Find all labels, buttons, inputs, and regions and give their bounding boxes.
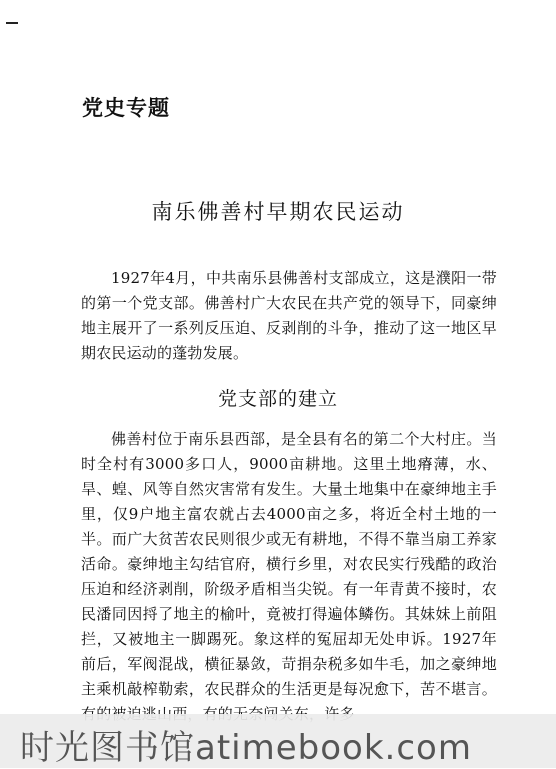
article-title: 南乐佛善村早期农民运动	[151, 200, 405, 224]
body-paragraph	[81, 427, 497, 727]
watermark-banner	[0, 714, 556, 768]
watermark-text: 时光图书馆atimebook.com	[20, 728, 472, 768]
intro-paragraph	[81, 266, 497, 366]
intro-paragraph-text: 1927年4月，中共南乐县佛善村支部成立，这是濮阳一带的第一个党支部。佛善村广大农民在共产党的领导下，同豪绅地主展开了一系列反压迫、反剥削的斗争，推动了这一地区早期农民运动的蓬勃发展。	[81, 269, 497, 362]
scan-mark	[6, 22, 18, 24]
subheading: 党支部的建立	[217, 388, 338, 410]
section-label: 党史专题	[82, 96, 170, 120]
body-paragraph-text: 佛善村位于南乐县西部，是全县有名的第二个大村庄。当时全村有3000多口人，9000亩耕地。这里土地瘠薄，水、旱、蝗、风等自然灾害常有发生。大量土地集中在豪绅地主手里，仅9户地主富农就占去4000亩之多，将近全村土地的一半。而广大贫苦农民则很少或无有耕地，不得不靠当扇工养家活命。豪绅地主勾结官府，横行乡里，对农民实行残酷的政治压迫和经济剥削，阶级矛盾相当尖锐。有一年青黄不接时，农民潘同因捋了地主的榆叶，竟被打得遍体鳞伤。其妹妹上前阻拦，又被地主一脚踢死。象这样的冤屈却无处申诉。1927年前后，军阀混战，横征暴敛，苛捐杂税多如牛毛，加之豪绅地主乘机敲榨勒索，农民群众的生活更是每况愈下，苦不堪言。	[81, 430, 497, 698]
